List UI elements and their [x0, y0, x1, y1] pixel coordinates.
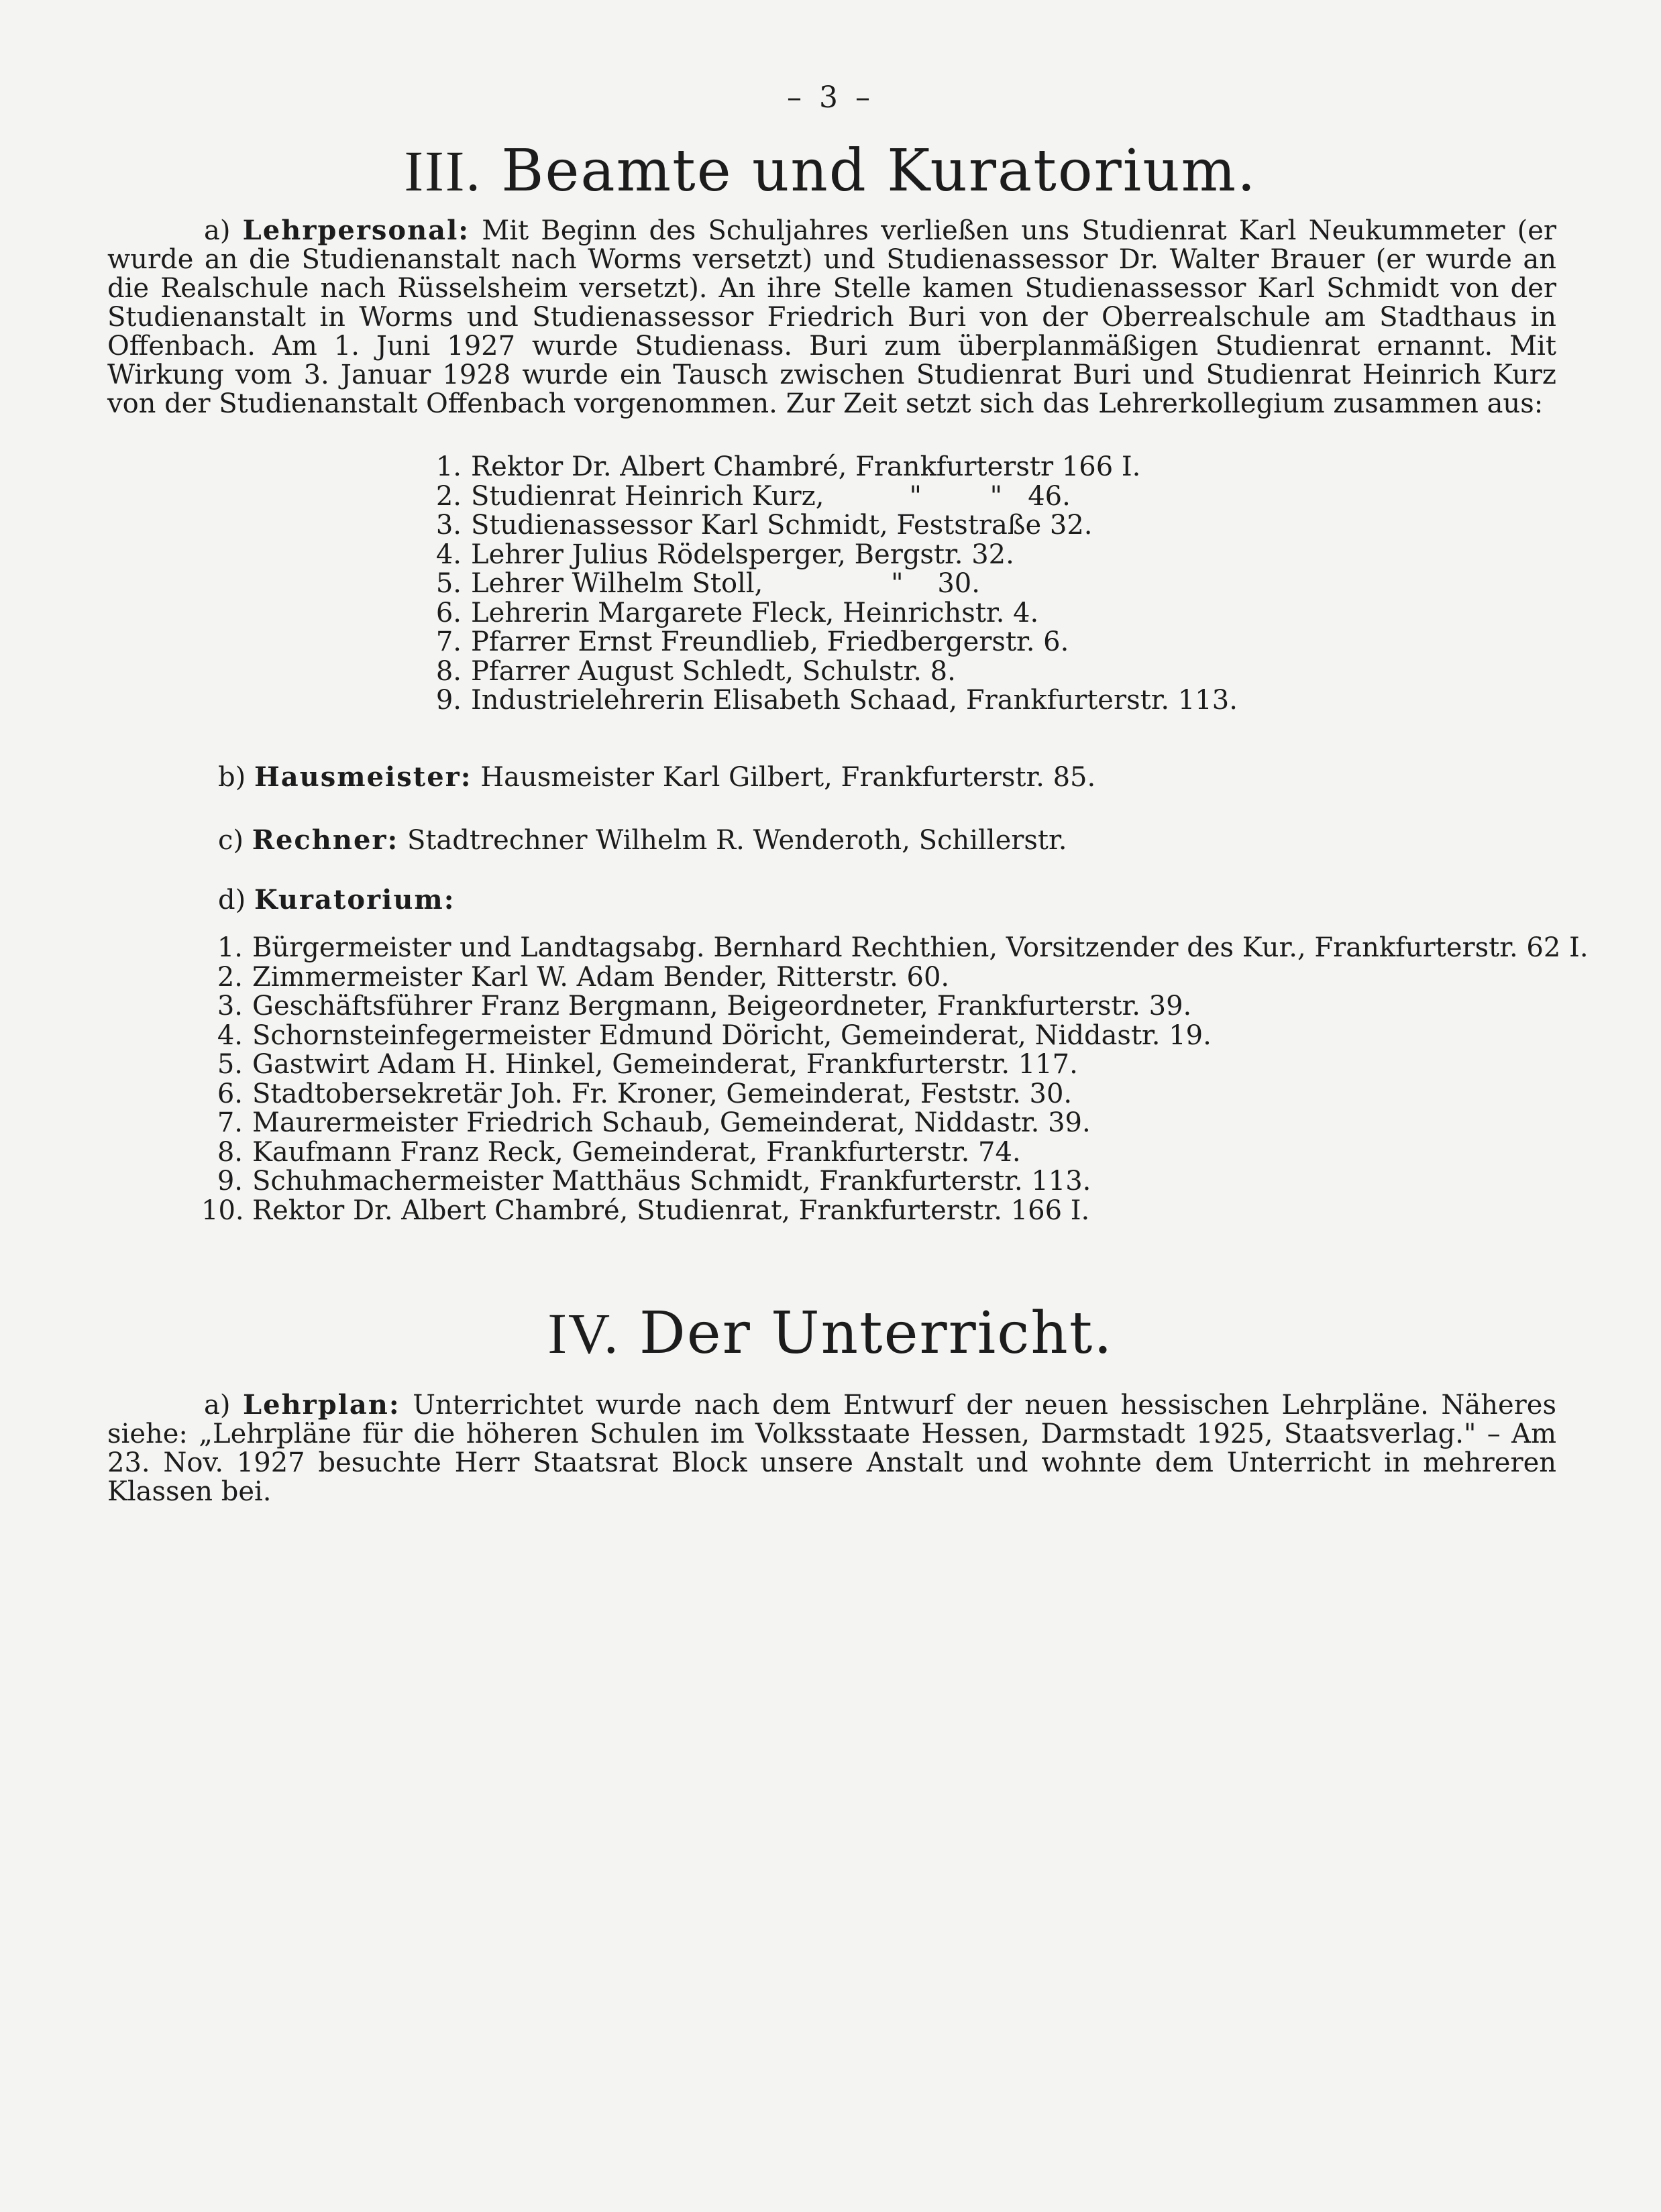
- list-item-text: Bürgermeister und Landtagsabg. Bernhard Rechthien, Vorsitzender des Kur., Frankfurterstr. 62 I.: [252, 932, 1589, 963]
- section-4-title: Der Unterricht.: [639, 1300, 1114, 1367]
- list-item-text: Pfarrer August Schledt, Schulstr. 8.: [471, 655, 956, 687]
- paragraph-plan-label: Lehrplan:: [242, 1389, 400, 1421]
- caretaker-line: [218, 763, 1095, 792]
- list-item-number: 2.: [217, 961, 243, 993]
- list-item-text: Zimmermeister Karl W. Adam Bender, Ritterstr. 60.: [252, 961, 950, 993]
- list-item: [201, 963, 1589, 993]
- list-item: [428, 453, 1238, 482]
- list-item: [201, 992, 1589, 1021]
- paragraph-b-label: Hausmeister:: [254, 761, 472, 793]
- paragraph-plan-text: Unterrichtet wurde nach dem Entwurf der neuen hessischen Lehrpläne. Näheres siehe: „Lehrpläne für die höheren Schulen im Volksstaate Hessen, Darmstadt 1925, Staatsverlag." – Am 23. Nov. 1927 besuchte Herr Staatsrat Block unsere Anstalt und wohnte dem Unterricht in mehreren Klassen bei.: [107, 1390, 1557, 1507]
- list-item: [201, 1138, 1589, 1168]
- list-item: [428, 569, 1238, 599]
- board-list: [201, 934, 1589, 1225]
- list-item-number: 7.: [217, 1107, 243, 1138]
- list-item-number: 4.: [217, 1019, 243, 1051]
- list-item: [428, 686, 1238, 716]
- list-item-number: 10.: [201, 1195, 244, 1226]
- list-item: [428, 511, 1238, 541]
- list-item-text: Rektor Dr. Albert Chambré, Studienrat, Frankfurterstr. 166 I.: [252, 1195, 1090, 1226]
- section-heading-4: [0, 1300, 1661, 1367]
- list-item-text: Rektor Dr. Albert Chambré, Frankfurterstr 166 I.: [471, 451, 1141, 482]
- list-item: [201, 1080, 1589, 1109]
- list-item-text: Studienrat Heinrich Kurz, " " 46.: [471, 480, 1071, 512]
- paragraph-c-marker: c): [218, 825, 244, 856]
- list-item-text: Lehrer Wilhelm Stoll, " 30.: [471, 568, 980, 599]
- list-item-number: 3.: [217, 991, 243, 1021]
- list-item-number: 8.: [217, 1136, 243, 1168]
- list-item-text: Schornsteinfegermeister Edmund Döricht, Gemeinderat, Niddastr. 19.: [252, 1019, 1212, 1051]
- paragraph-c-label: Rechner:: [252, 824, 399, 856]
- list-item-text: Pfarrer Ernst Freundlieb, Friedbergerstr. 6.: [471, 626, 1069, 657]
- list-item-text: Maurermeister Friedrich Schaub, Gemeinderat, Niddastr. 39.: [252, 1107, 1091, 1138]
- list-item-number: 6.: [435, 597, 462, 628]
- list-item-number: 1.: [217, 932, 243, 963]
- list-item-number: 1.: [435, 451, 462, 482]
- section-4-numeral: IV.: [547, 1301, 620, 1366]
- list-item-text: Lehrer Julius Rödelsperger, Bergstr. 32.: [471, 539, 1014, 570]
- list-item-number: 2.: [435, 480, 462, 512]
- section-3-title: Beamte und Kuratorium.: [501, 137, 1257, 205]
- paragraph-a-text: Mit Beginn des Schuljahres verließen uns Studienrat Karl Neukummeter (er wurde an die Studienanstalt nach Worms versetzt) und Studienassessor Dr. Walter Brauer (er wurde an die Realschule nach Rüsselsheim versetzt). An ihre Stelle kamen Studienassessor Karl Schmidt von der Studienanstalt in Worms und Studienassessor Friedrich Buri von der Oberrealschule am Stadthaus in Offenbach. Am 1. Juni 1927 wurde Studienass. Buri zum überplanmäßigen Studienrat ernannt. Mit Wirkung vom 3. Januar 1928 wurde ein Tausch zwischen Studienrat Buri und Studienrat Heinrich Kurz von der Studienanstalt Offenbach vorgenommen. Zur Zeit setzt sich das Lehrerkollegium zusammen aus:: [107, 215, 1557, 419]
- list-item-number: 9.: [217, 1166, 243, 1197]
- list-item-text: Lehrerin Margarete Fleck, Heinrichstr. 4.: [471, 597, 1039, 628]
- list-item-text: Schuhmachermeister Matthäus Schmidt, Frankfurterstr. 113.: [252, 1166, 1091, 1197]
- paragraph-b-text: Hausmeister Karl Gilbert, Frankfurterstr. 85.: [480, 762, 1096, 793]
- paragraph-c-text: Stadtrechner Wilhelm R. Wenderoth, Schillerstr.: [407, 825, 1067, 856]
- list-item-number: 5.: [435, 568, 462, 599]
- list-item-number: 9.: [435, 685, 462, 716]
- paragraph-plan-marker: a): [204, 1390, 231, 1421]
- section-3-numeral: III.: [404, 139, 482, 203]
- list-item-number: 4.: [435, 539, 462, 570]
- paragraph-d-label: Kuratorium:: [254, 884, 456, 916]
- list-item: [201, 1021, 1589, 1051]
- list-item-text: Stadtobersekretär Joh. Fr. Kroner, Gemeinderat, Feststr. 30.: [252, 1078, 1073, 1109]
- page-number: – 3 –: [787, 80, 874, 115]
- list-item-number: 5.: [217, 1049, 243, 1080]
- list-item: [428, 482, 1238, 512]
- list-item: [201, 1167, 1589, 1197]
- board-heading-line: [218, 885, 456, 915]
- section-heading-3: [0, 137, 1661, 205]
- list-item: [201, 1197, 1589, 1226]
- paragraph-b-marker: b): [218, 762, 246, 793]
- list-item: [428, 657, 1238, 687]
- list-item-number: 6.: [217, 1078, 243, 1109]
- list-item: [201, 934, 1589, 963]
- list-item-text: Geschäftsführer Franz Bergmann, Beigeordneter, Frankfurterstr. 39.: [252, 991, 1192, 1021]
- list-item-text: Gastwirt Adam H. Hinkel, Gemeinderat, Frankfurterstr. 117.: [252, 1049, 1078, 1080]
- paragraph-d-marker: d): [218, 885, 246, 916]
- list-item-text: Industrielehrerin Elisabeth Schaad, Frankfurterstr. 113.: [471, 685, 1238, 716]
- list-item-number: 8.: [435, 655, 462, 687]
- list-item: [201, 1050, 1589, 1080]
- paragraph-a-marker: a): [204, 215, 231, 246]
- treasurer-line: [218, 826, 1067, 855]
- paragraph-teaching-staff: [107, 216, 1556, 419]
- list-item-number: 3.: [435, 510, 462, 541]
- list-item-text: Kaufmann Franz Reck, Gemeinderat, Frankfurterstr. 74.: [252, 1136, 1021, 1168]
- list-item: [201, 1109, 1589, 1138]
- list-item: [428, 541, 1238, 570]
- teacher-list: [428, 453, 1238, 716]
- list-item: [428, 599, 1238, 628]
- list-item: [428, 628, 1238, 657]
- paragraph-a-label: Lehrpersonal:: [242, 215, 470, 246]
- list-item-text: Studienassessor Karl Schmidt, Feststraße 32.: [471, 510, 1093, 541]
- paragraph-curriculum: [107, 1390, 1556, 1506]
- list-item-number: 7.: [435, 626, 462, 657]
